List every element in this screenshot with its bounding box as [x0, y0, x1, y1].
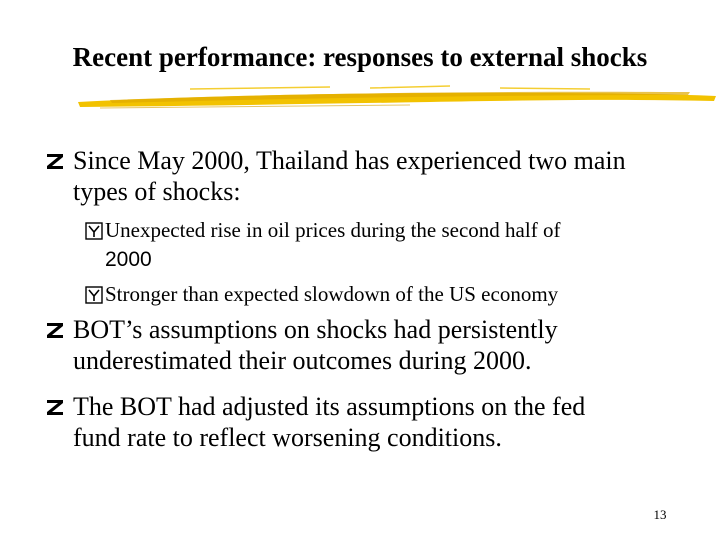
bullet-text-line1: Since May 2000, Thailand has experienced two main	[73, 146, 626, 175]
bullet-text-line2: types of shocks:	[73, 177, 241, 206]
title-underline-brushstroke	[70, 82, 720, 112]
z-bullet-icon	[45, 397, 65, 417]
bullet-text-line2: underestimated their outcomes during 2000.	[73, 346, 532, 375]
bullet-text-line1: BOT’s assumptions on shocks had persistently	[73, 315, 558, 344]
sub-bullet-text-line2: 2000	[105, 248, 152, 271]
bullet-item	[45, 145, 685, 207]
bullet-item	[45, 391, 685, 453]
slide-title: Recent performance: responses to external shocks	[72, 42, 648, 72]
sub-bullet-item	[85, 280, 685, 309]
z-bullet-icon	[45, 320, 65, 340]
sub-bullet-text-line1: Unexpected rise in oil prices during the second half of	[105, 218, 561, 242]
y-bullet-icon	[85, 222, 103, 240]
bullet-text-line2: fund rate to reflect worsening conditions.	[73, 423, 502, 452]
z-bullet-icon	[45, 151, 65, 171]
sub-bullet-text-line1: Stronger than expected slowdown of the US economy	[105, 282, 559, 306]
sub-bullet-item	[85, 216, 685, 274]
page-number: 13	[653, 507, 667, 522]
y-bullet-icon	[85, 286, 103, 304]
bullet-item	[45, 314, 685, 376]
bullet-text-line1: The BOT had adjusted its assumptions on the fed	[73, 392, 586, 421]
